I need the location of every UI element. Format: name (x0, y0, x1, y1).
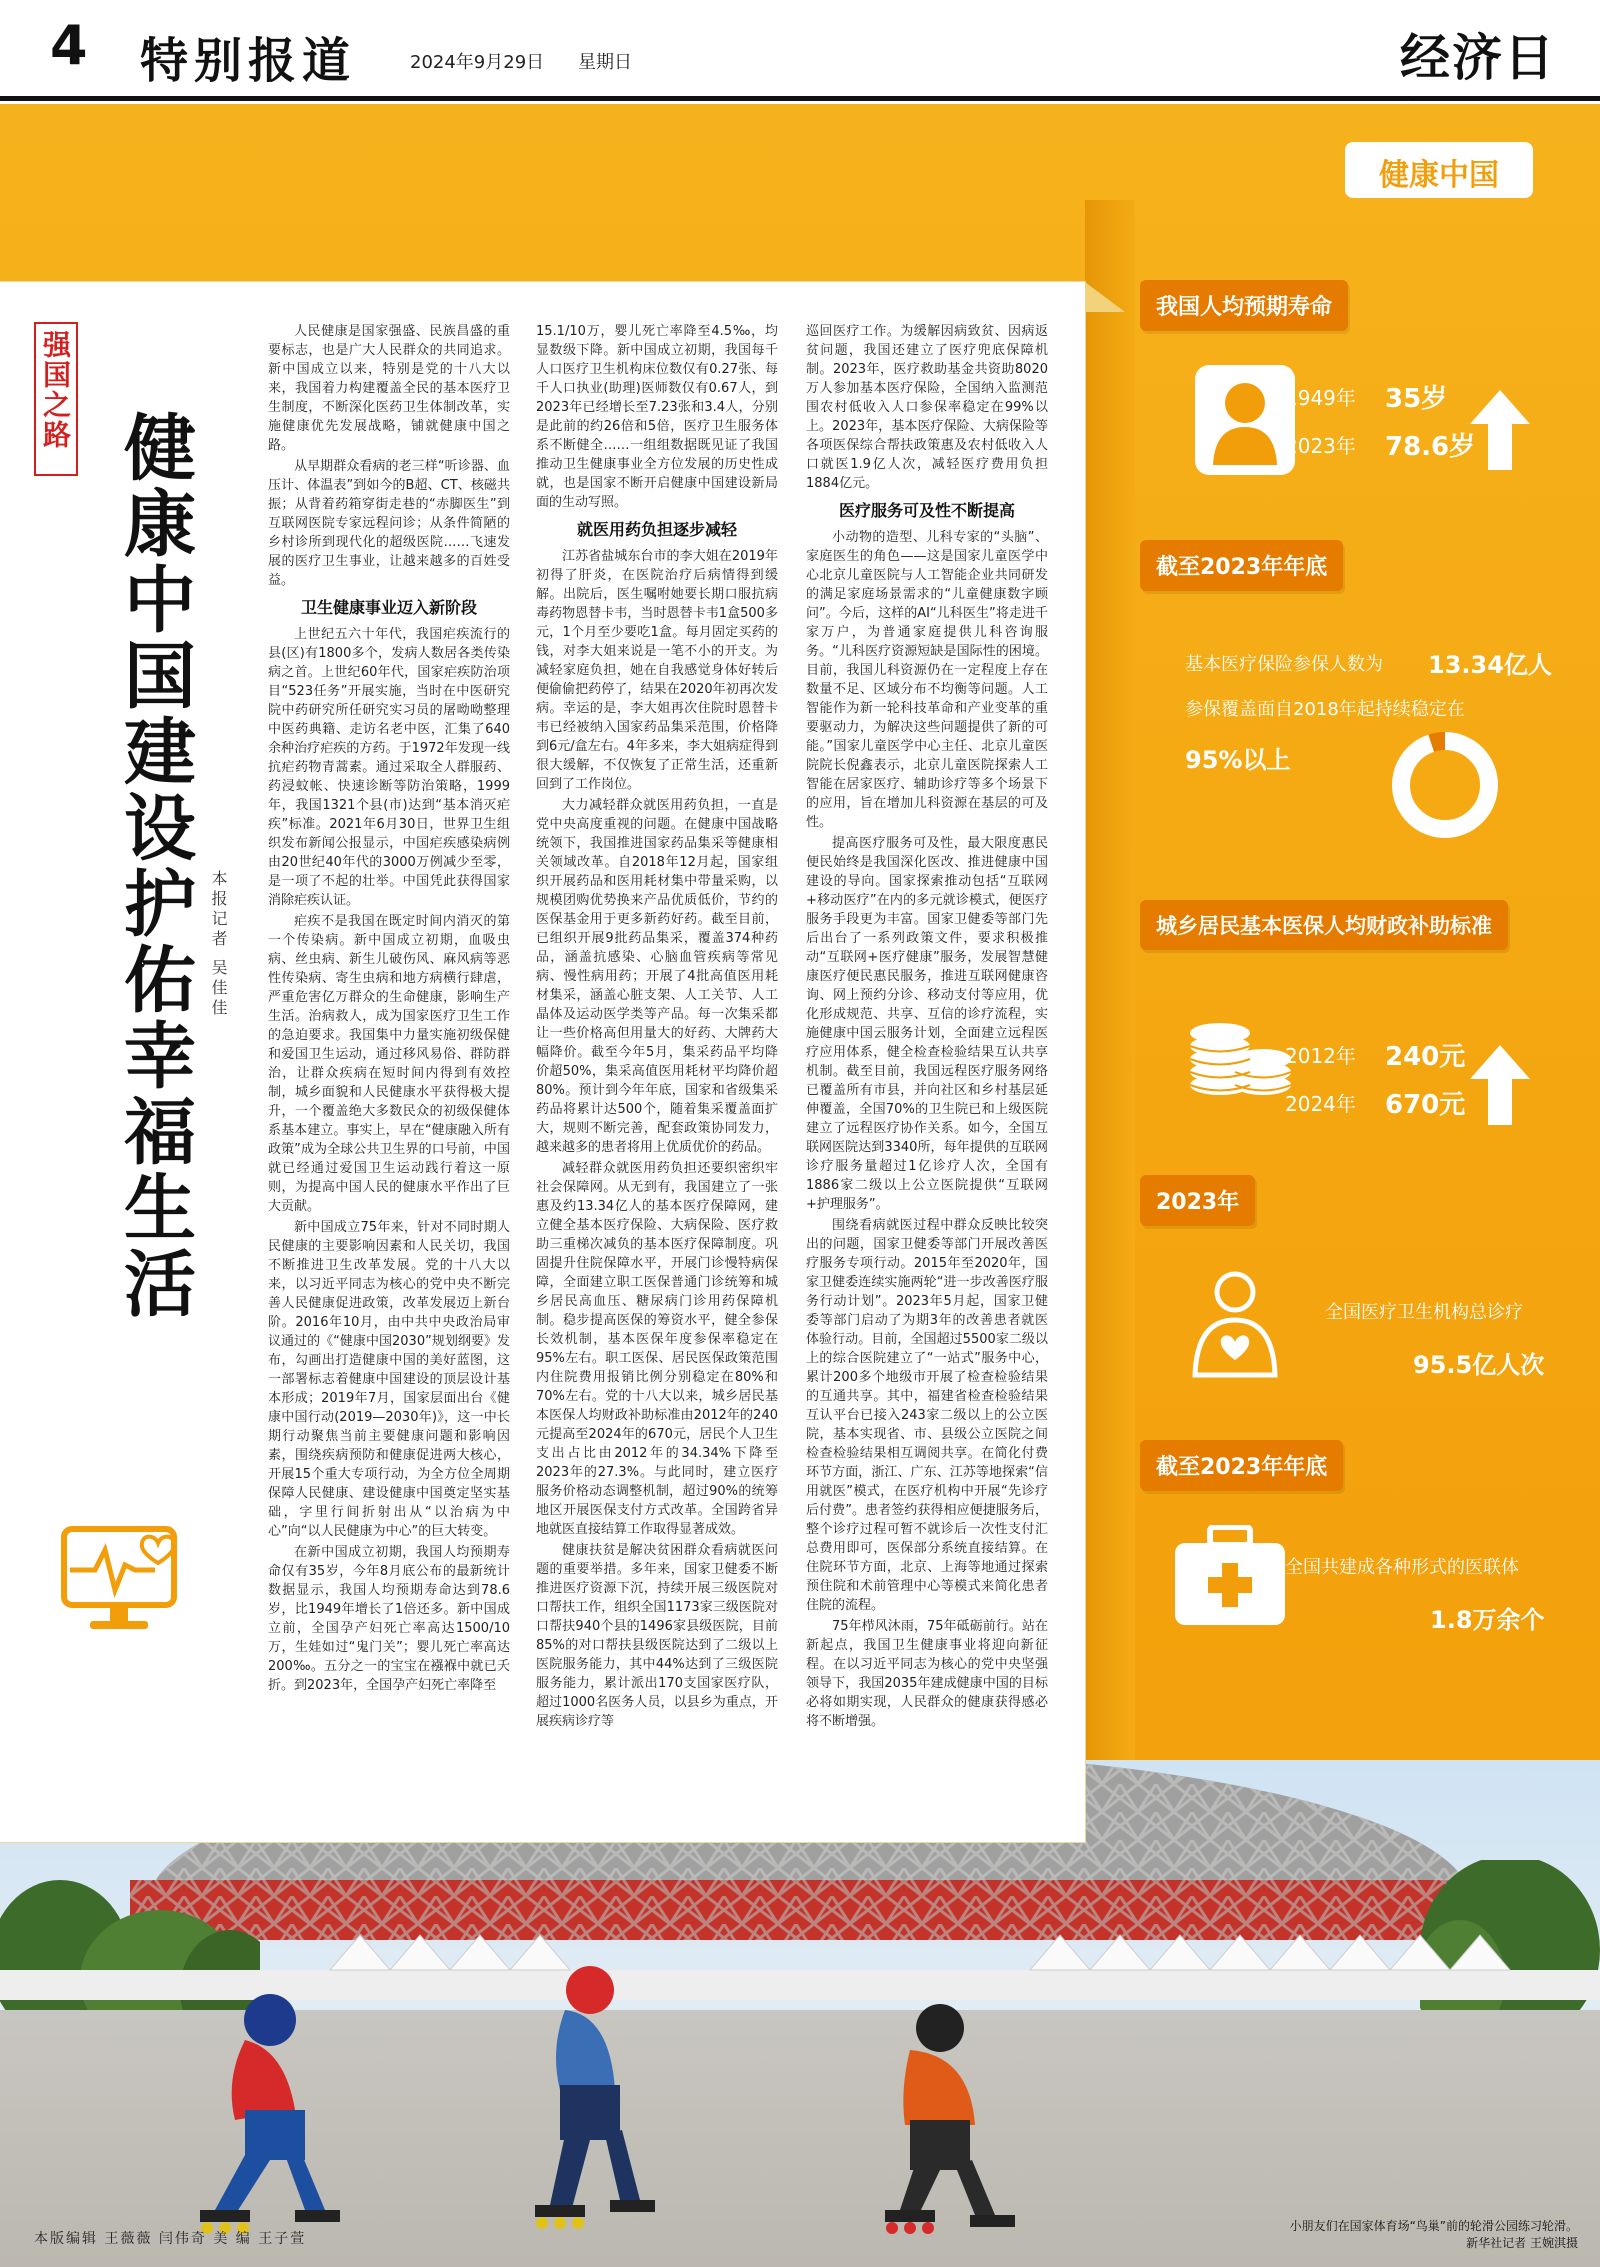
article-paragraph: 新中国成立75年来，针对不同时期人民健康的主要影响因素和人民关切，我国不断推进卫生改革发展。党的十八大以来，以习近平同志为核心的党中央不断完善人民健康促进政策，改革发展迈上新台阶。2016年10月，由中共中央政治局审议通过的《“健康中国2030”规划纲要》发布，勾画出打造健康中国的美好蓝图，这一部署标志着健康中国建设的顶层设计基本形成；2019年7月，国家层面出台《健康中国行动(2019—2030年)》，这一中长期行动聚焦当前主要健康问题和影响因素，围绕疾病预防和健康促进两大核心，开展15个重大专项行动，为全方位全周期保障人民健康、建设健康中国奠定坚实基础，字里行间折射出从“以治病为中心”向“以人民健康为中心”的巨大转变。 (268, 1220, 510, 1539)
article-paragraph: 上世纪五六十年代，我国疟疾流行的县(区)有1800多个，发病人数居各类传染病之首。上世纪60年代，国家疟疾防治项目“523任务”开展实施，当时在中医研究院中药研究所任研究实习员的屠呦呦整理中医药典籍、走访名老中医，汇集了640余种治疗疟疾的方药。于1972年发现一线抗疟药物青蒿素。通过采取全人群服药、药浸蚊帐、快速诊断等防治策略，1999年，我国1321个县(市)达到“基本消灭疟疾”标准。2021年6月30日，世界卫生组织发布新闻公报显示，中国疟疾感染病例由20世纪40年代的3000万例减少至零，是一项了不起的壮举。中国凭此获得国家消除疟疾认证。 (268, 627, 510, 908)
sidebar-tag: 健康中国 (1379, 158, 1499, 193)
skater-child-1 (175, 1990, 345, 2240)
percentage-donut-icon (1335, 730, 1535, 840)
insurance-coverage-value: 95%以上 (1185, 746, 1291, 774)
subsidy-title: 城乡居民基本医保人均财政补助标准 (1140, 900, 1508, 950)
visits-label: 全国医疗卫生机构总诊疗 (1325, 1302, 1523, 1323)
life-year-1949: 1949年 (1285, 386, 1356, 410)
panel-fold (1085, 282, 1125, 312)
article-paragraph: 围绕看病就医过程中群众反映比较突出的问题，国家卫健委等部门开展改善医疗服务专项行动。2015年至2020年，国家卫健委连续实施两轮“进一步改善医疗服务行动计划”。2023年5月起，国家卫健委等部门启动了为期3年的改善患者就医体验行动。目前，全国超过5500家二级以上的综合医院建立了“一站式”服务中心，累计200多个地级市开展了检查检验结果的互通共享。其中，福建省检查检验结果互认平台已接入243家二级以上的公立医院，基本实现省、市、县级公立医院之间检查检验结果相互调阅共享。在简化付费环节方面，浙江、广东、江苏等地探索“信用就医”模式，在医疗机构中开展“先诊疗后付费”。患者签约获得相应便捷服务后，整个诊疗过程可暂不就诊后一次性支付汇总费用即可，医保部分系统直接结算。在住院环节方面，北京、上海等地通过探索预住院和术前管理中心等模式来简化患者住院的流程。 (806, 1218, 1048, 1613)
article-paragraph: 疟疾不是我国在既定时间内消灭的第一个传染病。新中国成立初期，血吸虫病、丝虫病、新生儿破伤风、麻风病等恶性传染病、寄生虫病和地方病横行肆虐，严重危害亿万群众的生命健康，影响生产生活。治病救人，成为国家医疗卫生工作的急迫要求。我国集中力量实施初级保健和爱国卫生运动，通过移风易俗、群防群治，让群众疾病在短时间内得到有效控制，城乡面貌和人民健康水平获得极大提升，一个覆盖绝大多数民众的初级保健体系基本建立。事实上，早在“健康融入所有政策”成为全球公共卫生界的口号前，中国就已经通过爱国卫生运动践行着这一原则，为提高中国人民的健康水平作出了巨大贡献。 (268, 914, 510, 1214)
article-paragraph: 75年栉风沐雨，75年砥砺前行。站在新起点，我国卫生健康事业将迎向新征程。在以习近平同志为核心的党中央坚强领导下，我国2035年建成健康中国的目标必将如期实现，人民群众的健康获得感必将不断增强。 (806, 1619, 1048, 1729)
article-paragraph: 在新中国成立初期，我国人均预期寿命仅有35岁，今年8月底公布的最新统计数据显示，我国人均预期寿命达到78.6岁，比1949年增长了1倍还多。新中国成立前，全国孕产妇死亡率高达1500/10万，生娃如过“鬼门关”；婴儿死亡率高达200‰。五分之一的宝宝在襁褓中就已夭折。到2023年，全国孕产妇死亡率降至 (268, 1545, 510, 1693)
photo-caption (1218, 2218, 1578, 2252)
person-icon (1195, 365, 1295, 475)
subsidy-value-2012: 240元 (1385, 1042, 1466, 1072)
article-paragraph: 大力减轻群众就医用药负担，一直是党中央高度重视的问题。在健康中国战略统领下，我国推进国家药品集采等健康相关领域改革。自2018年12月起，国家组织开展药品和医用耗材集中带量采购，以规模团购优势换来产品优质低价，节约的医保基金用于更多新药好药。截至目前，已组织开展9批药品集采，覆盖374种药品，涵盖抗感染、心脑血管疾病等常见病、慢性病用药；开展了4批高值医用耗材集采，涵盖心脏支架、人工关节、人工晶体及运动医学类等产品。每一次集采都让一些价格高但用量大的好药、大牌药大幅降价。截至今年5月，集采药品平均降价超50%，集采高值医用耗材平均降价超80%。预计到今年年底，国家和省级集采药品将累计达500个，随着集采覆盖面扩大，规则不断完善，配套政策协同发力，越来越多的患者将用上优质优价的药品。 (536, 798, 778, 1155)
section-subhead: 卫生健康事业迈入新阶段 (300, 598, 477, 617)
page-number: 4 (50, 14, 88, 77)
skater-child-3 (860, 2000, 1020, 2240)
first-aid-kit-icon (1170, 1525, 1290, 1630)
section-title: 特别报道 (140, 33, 357, 89)
visits-title: 2023年 (1140, 1175, 1255, 1226)
article-paragraph: 15.1/10万，婴儿死亡率降至4.5‰，均显数级下降。新中国成立初期，我国每千人口医疗卫生机构床位数仅有0.27张、每千人口执业(助理)医师数仅有0.67人，到2023年已经增长至7.23张和3.4人，分别是此前的约26倍和5倍，医疗卫生服务体系不断健全……一组组数据既见证了我国推动卫生健康事业全方位发展的历史性成就，也是国家不断开启健康中国建设新局面的生动写照。 (536, 324, 778, 510)
article-paragraph: 小动物的造型、儿科专家的“头脑”、家庭医生的角色——这是国家儿童医学中心北京儿童医院与人工智能企业共同研发的满足家庭场景需求的“儿童健康数字顾问”。今后，这样的AI“儿科医生”将走进千家万户，为普通家庭提供儿科咨询服务。“儿科医疗资源短缺是国际性的困境。目前，我国儿科资源仍在一定程度上存在数量不足、区域分布不均衡等问题。人工智能作为新一轮科技革命和产业变革的重要驱动力，为解决这些问题提供了新的可能。”国家儿童医学中心主任、北京儿童医院院长倪鑫表示，北京儿童医院探索人工智能在居家医疗、辅助诊疗等多个场景下的应用，旨在增加儿科资源在基层的可及性。 (806, 530, 1048, 830)
insurance-coverage-label: 参保覆盖面自2018年起持续稳定在 (1185, 699, 1465, 720)
up-arrow-icon (1470, 390, 1530, 470)
insurance-label: 基本医疗保险参保人数为 (1185, 654, 1383, 675)
photo-caption-text: 小朋友们在国家体育场“鸟巢”前的轮滑公园练习轮滑。 (1289, 2219, 1578, 2233)
kicker: 强国之路 (39, 330, 72, 450)
article-paragraph: 健康扶贫是解决贫困群众看病就医问题的重要举措。多年来，国家卫健委不断推进医疗资源下沉，持续开展三级医院对口帮扶工作，组织全国1173家三级医院对口帮扶940个县的1496家县级医院，目前85%的对口帮扶县级医院达到了二级以上医院服务能力，其中44%达到了三级医院服务能力，累计派出170支国家医疗队，超过1000名医务人员，以县乡为重点，开展疾病诊疗等 (536, 1543, 778, 1729)
life-value-1949: 35岁 (1385, 384, 1448, 414)
life-expectancy-title: 我国人均预期寿命 (1140, 280, 1348, 331)
coins-icon (1185, 1000, 1295, 1110)
insurance-value: 13.34亿人 (1428, 651, 1552, 679)
section-subhead: 医疗服务可及性不断提高 (838, 501, 1015, 520)
article-column-3 (806, 322, 1048, 1847)
alliance-title: 截至2023年年底 (1140, 1440, 1343, 1491)
article-paragraph: 人民健康是国家强盛、民族昌盛的重要标志，也是广大人民群众的共同追求。新中国成立以来，特别是党的十八大以来，我国着力构建覆盖全民的基本医疗卫生制度，不断深化医药卫生体制改革，实施健康优先发展战略，铺就健康中国之路。 (268, 324, 510, 453)
article-paragraph: 巡回医疗工作。为缓解因病致贫、因病返贫问题，我国还建立了医疗兜底保障机制。2023年，医疗救助基金共资助8020万人参加基本医疗保险，全国纳入监测范围农村低收入人口参保率稳定在99%以上。2023年，基本医疗保险、大病保险等各项医保综合帮扶政策惠及农村低收入人口就医1.9亿人次，减轻医疗费用负担1884亿元。 (806, 324, 1048, 491)
photo-credit: 新华社记者 王婉淇摄 (1466, 2236, 1578, 2250)
paper-logo: 经济日 (1400, 28, 1556, 87)
heart-monitor-icon (60, 1525, 185, 1635)
page-credits: 本版编辑 王薇薇 闫伟奇 美 编 王子萱 (34, 2231, 307, 2247)
visits-value: 95.5亿人次 (1413, 1351, 1545, 1379)
alliance-label: 全国共建成各种形式的医联体 (1285, 1557, 1519, 1578)
byline: 本报记者 吴佳佳 (209, 870, 228, 1020)
article-paragraph: 江苏省盐城东台市的李大姐在2019年初得了肝炎，在医院治疗后病情得到缓解。出院后，医生嘱咐她要长期口服抗病毒药物恩替卡韦，当时恩替卡韦1盒500多元，1个月至少要吃1盒。每月固定买药的钱，对李大姐来说是一笔不小的开支。为减轻家庭负担，她在自我感觉身体好转后便偷偷把药停了，结果在2020年初再次发病。幸运的是，李大姐再次住院时恩替卡韦已经被纳入国家药品集采范围，价格降到6元/盒左右。4年多来，李大姐病症得到很大缓解，不仅恢复了正常生活，还重新回到了工作岗位。 (536, 549, 778, 792)
up-arrow-icon-2 (1470, 1045, 1530, 1125)
panel-shadow (1085, 200, 1135, 1860)
subsidy-year-2024: 2024年 (1285, 1092, 1356, 1116)
life-year-2023: 2023年 (1285, 434, 1356, 458)
article-column-1 (268, 322, 510, 1847)
article-column-2 (536, 322, 778, 1852)
article-paragraph: 从早期群众看病的老三样“听诊器、血压计、体温表”到如今的B超、CT、核磁共振；从背着药箱穿街走巷的“赤脚医生”到互联网医院专家远程问诊；从条件简陋的乡村诊所到现代化的超级医院……飞速发展的医疗卫生事业，让越来越多的百姓受益。 (268, 459, 510, 588)
issue-weekday: 星期日 (578, 52, 632, 73)
masthead-rule (0, 96, 1600, 101)
headline: 健康中国建设护佑幸福生活 (112, 410, 197, 1322)
section-subhead: 就医用药负担逐步减轻 (576, 520, 737, 539)
subsidy-year-2012: 2012年 (1285, 1044, 1356, 1068)
article-paragraph: 减轻群众就医用药负担还要织密织牢社会保障网。从无到有，我国建立了一张惠及约13.34亿人的基本医疗保障网，建立健全基本医疗保险、大病保险、医疗救助三重梯次减负的基本医疗保障制度。巩固提升住院保障水平，开展门诊慢特病保障，全面建立职工医保普通门诊统筹和城乡居民高血压、糖尿病门诊用药保障机制。稳步提高医保的筹资水平，健全参保长效机制，基本医保年度参保率稳定在95%左右。职工医保、居民医保政策范围内住院费用报销比例分别稳定在80%和70%左右。党的十八大以来，城乡居民基本医保人均财政补助标准由2012年的240元提高至2024年的670元，居民个人卫生支出占比由2012年的34.34%下降至2023年的27.3%。与此同时，建立医疗服务价格动态调整机制，超过90%的统筹地区开展医保支付方式改革。全国跨省异地就医直接结算工作取得显著成效。 (536, 1161, 778, 1537)
subsidy-value-2024: 670元 (1385, 1090, 1466, 1120)
article-paragraph: 提高医疗服务可及性，最大限度惠民便民始终是我国深化医改、推进健康中国建设的导向。国家探索推动包括“互联网+移动医疗”在内的多元就诊模式，便医疗服务手段更为丰富。国家卫健委等部门先后出台了一系列政策文件，要求积极推动“互联网+医疗健康”服务，发展智慧健康医疗便民惠民服务，推进互联网健康咨询、网上预约分诊、移动支付等应用，优化形成规范、共享、互信的诊疗流程，实施健康中国云服务计划，全面建立远程医疗应用体系，健全检查检验结果互认共享机制。截至目前，我国远程医疗服务网络已覆盖所有市县，并向社区和乡村基层延伸覆盖，全国70%的卫生院已和上级医院建立了远程医疗协作关系。如今，全国互联网医院达到3340所，每年提供的互联网诊疗服务量超过1亿诊疗人次，全国有1886家二级以上公立医院提供“互联网+护理服务”。 (806, 836, 1048, 1212)
alliance-value: 1.8万余个 (1430, 1606, 1545, 1634)
issue-date: 2024年9月29日 (410, 52, 545, 73)
insurance-title: 截至2023年年底 (1140, 540, 1343, 591)
patient-heart-icon (1185, 1270, 1285, 1380)
life-value-2023: 78.6岁 (1385, 432, 1476, 462)
skater-child-2 (510, 1960, 660, 2240)
